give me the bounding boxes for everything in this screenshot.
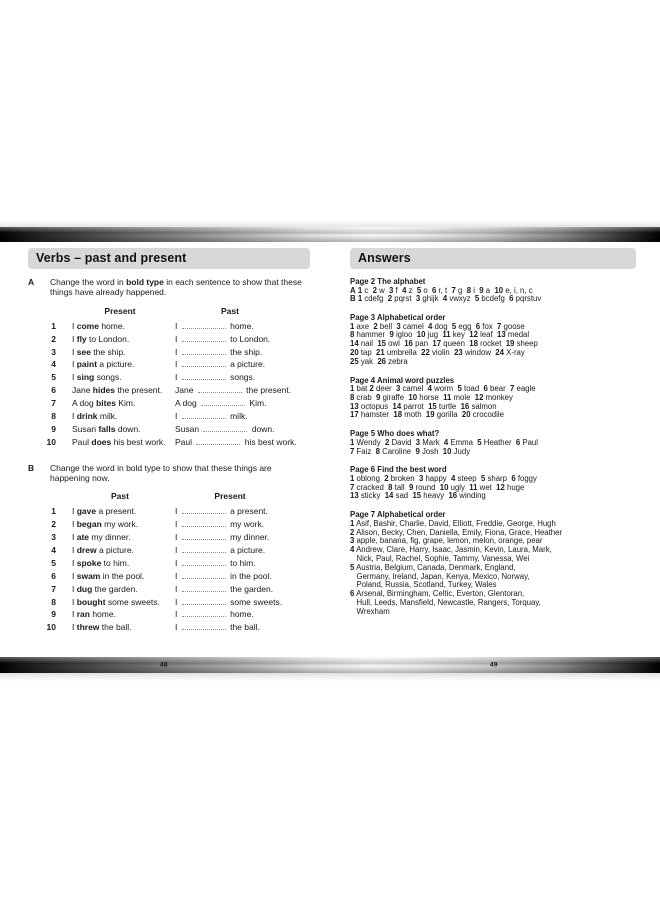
answer-blank-line <box>182 622 226 630</box>
answer-line: Hull, Leeds, Mansfield, Newcastle, Rangers, Torquay, <box>350 597 541 607</box>
exercise-row <box>28 437 310 450</box>
sentence-answer: I home. <box>175 320 254 331</box>
sentence-source: I threw the ball. <box>72 622 132 633</box>
answer-line: Poland, Russia, Scotland, Turkey, Wales <box>350 580 497 590</box>
exercise-row <box>28 372 310 385</box>
answer-line: 7 Faiz 8 Caroline 9 Josh 10 Judy <box>350 446 471 456</box>
row-number: 5 <box>51 372 56 383</box>
row-number: 2 <box>51 519 56 530</box>
exercise-row <box>28 558 310 571</box>
book-bottom-edge <box>0 657 660 673</box>
exercise-section-a <box>28 277 310 450</box>
answer-section <box>350 465 636 501</box>
row-number: 1 <box>51 320 56 331</box>
sentence-source: Paul does his best work. <box>72 436 166 447</box>
answer-blank-line <box>203 424 247 432</box>
exercise-row <box>28 532 310 545</box>
left-page-title: Verbs – past and present <box>36 251 187 265</box>
exercise-row <box>28 347 310 360</box>
answer-blank-line <box>182 411 226 419</box>
section-letter: A <box>28 277 35 287</box>
sentence-source: Susan falls down. <box>72 423 141 434</box>
sentence-source: I see the ship. <box>72 346 126 357</box>
sentence-source: I dug the garden. <box>72 583 138 594</box>
exercise-a-rows <box>28 321 310 450</box>
answer-line: Wrexham <box>350 606 390 616</box>
answer-section <box>350 429 636 456</box>
answer-blank-line <box>182 359 226 367</box>
answer-blank-line <box>182 532 226 540</box>
sentence-answer: I the garden. <box>175 583 274 594</box>
row-number: 7 <box>51 583 56 594</box>
exercise-b-rows <box>28 506 310 635</box>
sentence-answer: I songs. <box>175 372 256 383</box>
exercise-row <box>28 398 310 411</box>
exercise-row <box>28 359 310 372</box>
exercise-row <box>28 321 310 334</box>
sentence-source: I ate my dinner. <box>72 532 131 543</box>
answer-line: 1 axe 2 bell 3 camel 4 dog 5 egg 6 fox 7 goose <box>350 321 525 331</box>
column-header-answer: Present <box>214 491 246 502</box>
exercise-row <box>28 424 310 437</box>
sentence-answer: I to London. <box>175 333 271 344</box>
answer-line: A 1 c 2 w 3 f 4 z 5 o 6 r, t 7 g 8 i 9 a 10 e, i, n, c <box>350 285 533 295</box>
answer-blank-line <box>182 545 226 553</box>
exercise-row <box>28 506 310 519</box>
answer-section-heading: Page 2 The alphabet <box>350 277 426 286</box>
answer-line: 1 oblong 2 broken 3 happy 4 steep 5 sharp 6 foggy <box>350 473 537 483</box>
sentence-answer: I the ship. <box>175 346 263 357</box>
answer-line: 4 Andrew, Clare, Harry, Isaac, Jasmin, Kevin, Laura, Mark, <box>350 545 552 555</box>
answers-list <box>350 277 636 617</box>
answer-line: 8 crab 9 giraffe 10 horse 11 mole 12 monkey <box>350 392 513 402</box>
answer-line: Nick, Paul, Rachel, Sophie, Tammy, Vanessa, Wei <box>350 553 530 563</box>
exercise-row <box>28 545 310 558</box>
instruction-text: Change the word in bold type to show that these things are happening now. <box>50 462 272 483</box>
row-number: 4 <box>51 545 56 556</box>
row-number: 3 <box>51 532 56 543</box>
answers-title-bar <box>350 248 636 269</box>
answer-line: Germany, Ireland, Japan, Kenya, Mexico, Norway, <box>350 571 530 581</box>
answer-line: 2 Alison, Becky, Chen, Daniella, Emily, Fiona, Grace, Heather <box>350 527 563 537</box>
sentence-answer: A dog Kim. <box>175 398 267 409</box>
row-number: 4 <box>51 359 56 370</box>
sentence-source: I spoke to him. <box>72 557 130 568</box>
answer-blank-line <box>182 519 226 527</box>
answer-blank-line <box>182 347 226 355</box>
answer-section-heading: Page 4 Animal word puzzles <box>350 375 455 385</box>
sentence-source: I drink milk. <box>72 410 118 421</box>
answer-section <box>350 313 636 366</box>
answer-section <box>350 376 636 421</box>
answer-blank-line <box>201 398 245 406</box>
row-number: 5 <box>51 557 56 568</box>
sentence-answer: Paul his best work. <box>175 436 297 447</box>
answer-blank-line <box>182 597 226 605</box>
answer-line: 13 sticky 14 sad 15 heavy 16 winding <box>350 491 486 501</box>
answer-blank-line <box>182 571 226 579</box>
sentence-source: I gave a present. <box>72 506 137 517</box>
answer-blank-line <box>182 609 226 617</box>
column-header-source: Past <box>111 491 129 502</box>
page-number-left: 48 <box>160 661 168 669</box>
answer-line: 25 yak 26 zebra <box>350 356 408 366</box>
sentence-answer: Jane the present. <box>175 385 292 396</box>
answer-section-heading: Page 3 Alphabetical order <box>350 313 446 323</box>
row-number: 6 <box>51 570 56 581</box>
left-page-title-bar <box>28 248 310 269</box>
sentence-answer: I a picture. <box>175 545 266 556</box>
answer-line: 7 cracked 8 tall 9 round 10 ugly 11 wet 12 huge <box>350 482 525 492</box>
answer-blank-line <box>182 372 226 380</box>
answer-blank-line <box>198 385 242 393</box>
answer-section <box>350 277 636 304</box>
answer-line: 13 octopus 14 parrot 15 turtle 16 salmon <box>350 401 497 411</box>
answer-line: 6 Arsenal, Birmingham, Celtic, Everton, Glentoran, <box>350 589 525 599</box>
sentence-answer: Susan down. <box>175 423 275 434</box>
sentence-source: A dog bites Kim. <box>72 398 136 409</box>
answer-blank-line <box>182 584 226 592</box>
section-letter: B <box>28 462 35 473</box>
sentence-source: I ran home. <box>72 609 116 620</box>
exercise-row <box>28 584 310 597</box>
answer-line: 5 Austria, Belgium, Canada, Denmark, England, <box>350 562 516 572</box>
row-number: 9 <box>51 423 56 434</box>
sentence-source: I bought some sweets. <box>72 596 160 607</box>
answer-line: 8 hammer 9 igloo 10 jug 11 key 12 leaf 13 medal <box>350 330 530 340</box>
exercise-b-column-headers <box>28 491 310 501</box>
sentence-source: I fly to London. <box>72 333 130 344</box>
answer-blank-line <box>196 437 240 445</box>
book-spread <box>0 242 660 657</box>
row-number: 10 <box>46 436 56 447</box>
instruction-text: Change the word in bold type in each sentence to show that these things have already happened. <box>50 277 302 298</box>
book-top-edge <box>0 227 660 242</box>
sentence-answer: I to him. <box>175 557 256 568</box>
answer-line: 1 Wendy 2 David 3 Mark 4 Emma 5 Heather 6 Paul <box>350 437 539 447</box>
answer-blank-line <box>182 334 226 342</box>
answer-line: B 1 cdefg 2 pqrst 3 ghijk 4 vwxyz 5 bcdefg 6 pqrstuv <box>350 294 542 304</box>
page-left <box>0 242 332 657</box>
answer-blank-line <box>182 558 226 566</box>
sentence-answer: I a picture. <box>175 359 266 370</box>
sentence-source: I come home. <box>72 320 125 331</box>
answer-line: 3 apple, banana, fig, grape, lemon, melon, orange, pear <box>350 536 543 546</box>
answer-section-heading: Page 6 Find the best word <box>350 465 447 475</box>
sentence-answer: I some sweets. <box>175 596 283 607</box>
column-header-answer: Past <box>221 305 239 316</box>
answer-line: 1 bat 2 deer 3 camel 4 worm 5 toad 6 bear 7 eagle <box>350 384 536 394</box>
answers-title: Answers <box>358 251 411 265</box>
answer-line: 14 nail 15 owl 16 pan 17 queen 18 rocket 19 sheep <box>350 339 538 349</box>
answer-section-heading: Page 5 Who does what? <box>350 429 440 439</box>
sentence-source: I sing songs. <box>72 372 122 383</box>
sentence-answer: I in the pool. <box>175 570 272 581</box>
exercise-row <box>28 571 310 584</box>
row-number: 7 <box>51 398 56 409</box>
exercise-row <box>28 411 310 424</box>
exercise-row <box>28 609 310 622</box>
row-number: 1 <box>51 506 56 517</box>
answer-blank-line <box>182 321 226 329</box>
exercise-a-instructions <box>28 277 310 298</box>
answer-section-heading: Page 7 Alphabetical order <box>350 510 446 520</box>
sentence-answer: I my dinner. <box>175 532 270 543</box>
page-right <box>332 242 660 657</box>
answer-blank-line <box>182 506 226 514</box>
answer-line: 1 Asif, Bashir, Charlie, David, Elliott, Freddie, George, Hugh <box>350 518 556 528</box>
sentence-source: I paint a picture. <box>72 359 135 370</box>
exercise-b-instructions <box>28 463 310 484</box>
row-number: 10 <box>46 622 56 633</box>
sentence-source: I drew a picture. <box>72 545 134 556</box>
row-number: 6 <box>51 385 56 396</box>
answer-line: 17 hamster 18 moth 19 gorilla 20 crocodile <box>350 410 504 420</box>
exercise-row <box>28 597 310 610</box>
exercise-section-b <box>28 463 310 636</box>
exercise-row <box>28 519 310 532</box>
sentence-source: Jane hides the present. <box>72 385 163 396</box>
sentence-answer: I my work. <box>175 519 265 530</box>
sentence-answer: I a present. <box>175 506 268 517</box>
exercise-a-column-headers <box>28 306 310 316</box>
answer-section <box>350 510 636 616</box>
exercise-row <box>28 334 310 347</box>
sentence-answer: I the ball. <box>175 622 260 633</box>
sentence-answer: I home. <box>175 609 254 620</box>
page-number-right: 49 <box>490 661 498 669</box>
row-number: 8 <box>51 596 56 607</box>
answer-line: 20 tap 21 umbrella 22 violin 23 window 24 X-ray <box>350 347 525 357</box>
column-header-source: Present <box>104 305 136 316</box>
sentence-source: I began my work. <box>72 519 139 530</box>
sentence-answer: I milk. <box>175 410 248 421</box>
row-number: 3 <box>51 346 56 357</box>
exercise-row <box>28 385 310 398</box>
exercise-row <box>28 622 310 635</box>
row-number: 2 <box>51 333 56 344</box>
row-number: 8 <box>51 410 56 421</box>
sentence-source: I swam in the pool. <box>72 570 145 581</box>
row-number: 9 <box>51 609 56 620</box>
